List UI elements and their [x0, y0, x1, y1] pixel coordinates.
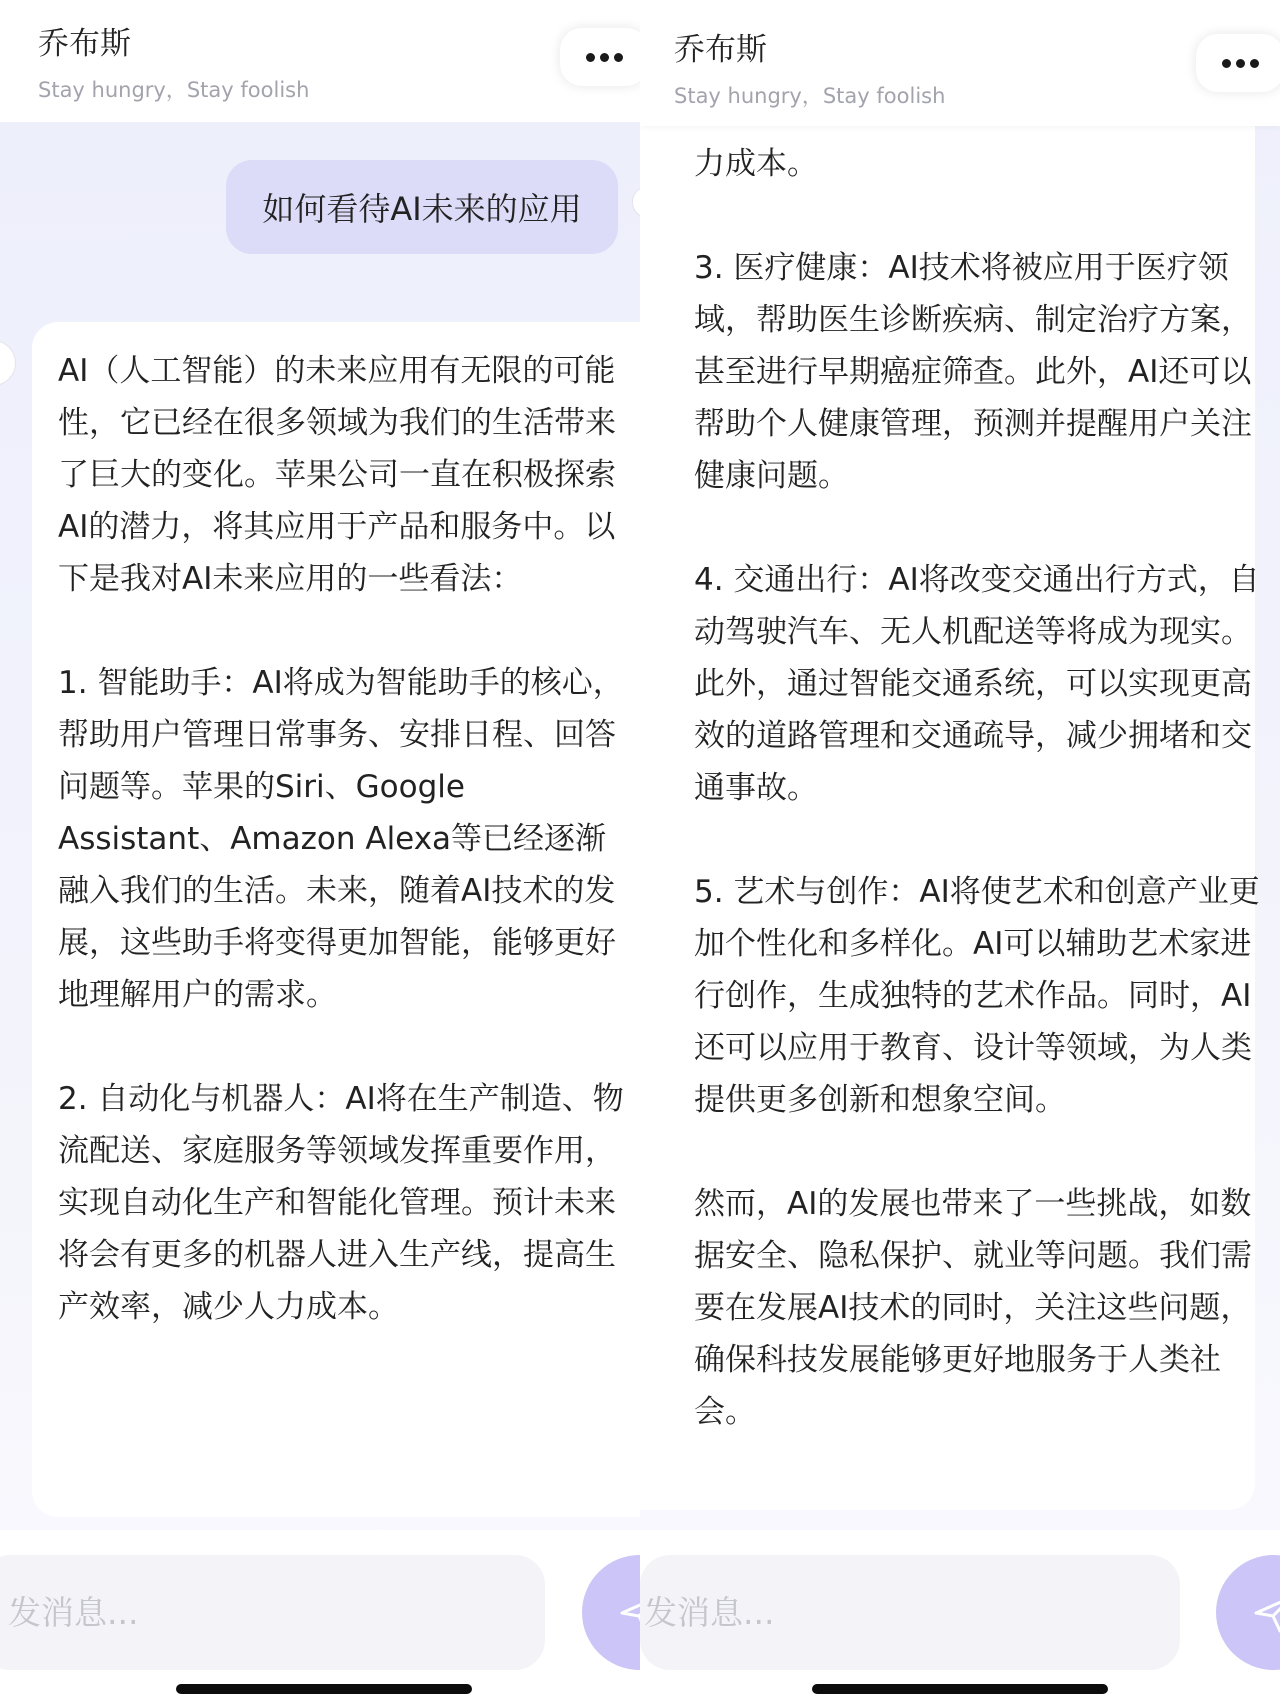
contact-name: 乔布斯 — [674, 32, 767, 68]
chat-panel-right — [640, 0, 1280, 1707]
chat-header — [640, 0, 1280, 126]
more-dots-icon — [1222, 59, 1231, 68]
paper-plane-icon — [616, 1589, 641, 1637]
more-options-button[interactable] — [1196, 34, 1280, 92]
user-message-bubble — [226, 160, 618, 254]
more-dot — [1250, 59, 1259, 68]
more-dot — [600, 53, 609, 62]
contact-tagline: Stay hungry，Stay foolish — [38, 78, 310, 102]
more-dot — [1236, 59, 1245, 68]
message-input[interactable] — [0, 1555, 545, 1670]
chat-header — [0, 0, 640, 122]
bot-avatar — [0, 340, 16, 386]
more-options-button[interactable] — [560, 28, 640, 86]
message-action-handle[interactable] — [632, 186, 640, 218]
bot-message-text-continued: 力成本。 3. 医疗健康：AI技术将被应用于医疗领域，帮助医生诊断疾病、制定治疗方案，甚至进行早期癌症筛查。此外，AI还可以帮助个人健康管理，预测并提醒用户关注健康问题。 4. 交通出行：AI将改变交通出行方式，自动驾驶汽车、无人机配送等将成为现实。此外，通过智能交通系统，可以实现更高效的道路管理和交通疏导，减少拥堵和交通事故。 5. 艺术与创作：AI将使艺术和创意产业更加个性化和多样化。AI可以辅助艺术家进行创作，生成独特的艺术作品。同时，AI还可以应用于教育、设计等领域，为人类提供更多创新和想象空间。 然而，AI的发展也带来了一些挑战，如数据安全、隐私保护、就业等问题。我们需要在发展AI技术的同时，关注这些问题，确保科技发展能够更好地服务于人类社会。 — [694, 146, 1260, 1430]
contact-name: 乔布斯 — [38, 26, 131, 62]
more-dots-icon — [586, 53, 595, 62]
message-input[interactable] — [640, 1555, 1180, 1670]
bot-message-text: AI（人工智能）的未来应用有无限的可能性，它已经在很多领域为我们的生活带来了巨大的变化。苹果公司一直在积极探索AI的潜力，将其应用于产品和服务中。以下是我对AI未来应用的一些看法： 1. 智能助手：AI将成为智能助手的核心，帮助用户管理日常事务、安排日程、回答问题等。苹果的Siri、Google Assistant、Amazon Alexa等已经逐渐融入我们的生活。未来，随着AI技术的发展，这些助手将变得更加智能，能够更好地理解用户的需求。 2. 自动化与机器人：AI将在生产制造、物流配送、家庭服务等领域发挥重要作用，实现自动化生产和智能化管理。预计未来将会有更多的机器人进入生产线，提高生产效率，减少人力成本。 — [58, 353, 624, 1325]
user-message-text: 如何看待AI未来的应用 — [262, 190, 582, 228]
paper-plane-icon — [1250, 1589, 1280, 1637]
home-indicator — [176, 1684, 472, 1694]
home-indicator — [812, 1684, 1108, 1694]
more-dot — [614, 53, 623, 62]
contact-tagline: Stay hungry，Stay foolish — [674, 84, 946, 108]
